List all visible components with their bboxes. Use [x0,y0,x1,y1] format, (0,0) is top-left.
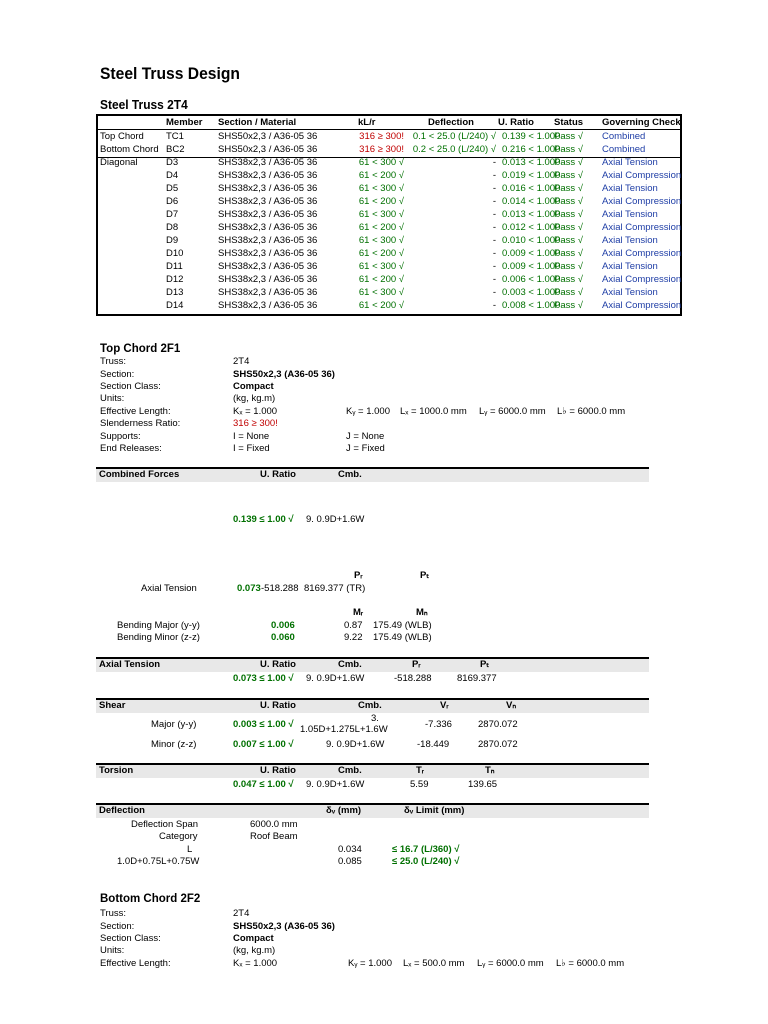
summary-header [98,116,680,130]
cell-section: SHS38x2,3 / A36-05 36 [218,248,318,259]
tc-section-value: SHS50x2,3 (A36-05 36) [233,369,335,380]
col-check: Governing Check [602,117,681,128]
cell-klr: 61 < 300 √ [358,157,404,168]
deflection-combo-dv: 0.085 [338,856,362,867]
deflection-combo-label: 1.0D+0.75L+0.75W [117,856,200,867]
cell-check: Axial Compression [602,300,682,311]
cell-klr: 61 < 300 √ [358,235,404,246]
bending-major-ur: 0.006 [271,620,295,631]
cell-group: Top Chord [100,131,144,142]
cell-member: D13 [166,287,184,298]
cell-check: Axial Compression [602,248,682,259]
tc-units-value: (kg, kg.m) [233,393,276,404]
tc-lx: Lₓ = 1000.0 mm [400,406,467,417]
combined-pt-header: Pₜ [420,570,430,581]
col-status: Status [554,117,584,128]
cell-defl: - [492,287,496,298]
cell-member: TC1 [166,131,184,142]
axial-pt: 8169.377 [457,673,497,684]
cell-status: Pass √ [554,170,583,181]
shear-major-cmb: 1.05D+1.275L+1.6W [300,724,388,735]
cell-check: Axial Tension [602,235,658,246]
tc-kx: Kₓ = 1.000 [233,406,278,417]
combined-mr-header: Mᵣ [353,607,364,618]
tc-slender-label: Slenderness Ratio: [100,418,181,429]
cell-section: SHS38x2,3 / A36-05 36 [218,157,318,168]
cell-check: Axial Tension [602,209,658,220]
shear-vn-header: Vₙ [506,700,517,711]
cell-klr: 61 < 200 √ [358,170,404,181]
bc-section-value: SHS50x2,3 (A36-05 36) [233,921,335,932]
cell-status: Pass √ [554,248,583,259]
cell-section: SHS38x2,3 / A36-05 36 [218,300,318,311]
deflection-title: Deflection [99,805,145,816]
cell-check: Axial Compression [602,222,682,233]
cell-section: SHS38x2,3 / A36-05 36 [218,196,318,207]
axial-section-title: Axial Tension [99,659,161,670]
col-deflection: Deflection [428,117,474,128]
tc-sup-j: J = None [346,431,385,442]
cell-uratio: 0.009 < 1.000 [502,248,561,259]
cell-section: SHS50x2,3 / A36-05 36 [218,131,318,142]
bc-lx: Lₓ = 500.0 mm [403,958,465,969]
tc-supports-label: Supports: [100,431,141,442]
cell-uratio: 0.216 < 1.000 [502,144,561,155]
cell-defl: 0.1 < 25.0 (L/240) √ [412,131,496,142]
torsion-cmb-header: Cmb. [338,765,362,776]
combined-cmb: 9. 0.9D+1.6W [306,514,365,525]
axial-cmb-header: Cmb. [338,659,362,670]
cell-member: D7 [166,209,179,220]
torsion-ur-header: U. Ratio [260,765,296,776]
combined-ur-header: U. Ratio [260,469,296,480]
cell-status: Pass √ [554,131,583,142]
axial-tension-pt: 8169.377 (TR) [304,583,366,594]
cell-check: Axial Tension [602,157,658,168]
cell-check: Axial Compression [602,170,682,181]
bc-units-value: (kg, kg.m) [233,945,276,956]
cell-defl: - [492,261,496,272]
axial-ur-header: U. Ratio [260,659,296,670]
cell-member: D14 [166,300,184,311]
cell-status: Pass √ [554,287,583,298]
cell-defl: - [492,170,496,181]
cell-status: Pass √ [554,300,583,311]
tc-lb: L♭ = 6000.0 mm [557,406,626,417]
tc-rel-j: J = Fixed [346,443,385,454]
deflection-combo-limit: ≤ 25.0 (L/240) √ [392,856,460,867]
bc-class-value: Compact [233,933,274,944]
shear-minor-vr: -18.449 [417,739,450,750]
deflection-span-label: Deflection Span [131,819,199,830]
cell-status: Pass √ [554,144,583,155]
cell-klr: 61 < 200 √ [358,300,404,311]
tc-class-label: Section Class: [100,381,161,392]
bc-ky: Kᵧ = 1.000 [348,958,392,969]
cell-status: Pass √ [554,157,583,168]
cell-uratio: 0.009 < 1.000 [502,261,561,272]
cell-uratio: 0.006 < 1.000 [502,274,561,285]
table-row [98,286,680,299]
cell-section: SHS38x2,3 / A36-05 36 [218,261,318,272]
cell-defl: - [492,183,496,194]
cell-uratio: 0.016 < 1.000 [502,183,561,194]
cell-uratio: 0.014 < 1.000 [502,196,561,207]
col-section: Section / Material [218,117,297,128]
axial-tension-label: Axial Tension [141,583,197,594]
cell-section: SHS50x2,3 / A36-05 36 [218,144,318,155]
cell-check: Combined [602,131,646,142]
cell-uratio: 0.003 < 1.000 [502,287,561,298]
bc-class-label: Section Class: [100,933,161,944]
shear-ur-header: U. Ratio [260,700,296,711]
bc-units-label: Units: [100,945,125,956]
combined-forces-title: Combined Forces [99,469,180,480]
bending-major-label: Bending Major (y-y) [117,620,200,631]
table-row [98,169,680,182]
tc-class-value: Compact [233,381,274,392]
cell-klr: 61 < 300 √ [358,261,404,272]
shear-major-vn: 2870.072 [478,719,518,730]
combined-ur: 0.139 ≤ 1.00 √ [233,514,294,525]
col-uratio: U. Ratio [498,117,534,128]
combined-pr-header: Pᵣ [354,570,363,581]
cell-uratio: 0.008 < 1.000 [502,300,561,311]
cell-status: Pass √ [554,274,583,285]
table-row [98,156,680,169]
cell-status: Pass √ [554,196,583,207]
torsion-ur: 0.047 ≤ 1.00 √ [233,779,294,790]
deflection-l-dv: 0.034 [338,844,362,855]
cell-group: Diagonal [100,157,138,168]
deflection-l-limit: ≤ 16.7 (L/360) √ [392,844,460,855]
cell-defl: - [492,157,496,168]
deflection-dv-header: δᵥ (mm) [326,805,362,816]
torsion-bar [96,763,649,778]
summary-table [96,114,682,316]
combined-mn-header: Mₙ [416,607,428,618]
axial-cmb: 9. 0.9D+1.6W [306,673,365,684]
tc-truss-value: 2T4 [233,356,250,367]
shear-minor-label: Minor (z-z) [151,739,197,750]
cell-member: D3 [166,157,179,168]
cell-klr: 316 ≥ 300! [359,131,404,142]
col-klr: kL/r [358,117,376,128]
bc-ly: Lᵧ = 6000.0 mm [477,958,544,969]
deflection-category-value: Roof Beam [250,831,298,842]
deflection-limit-header: δᵥ Limit (mm) [404,805,465,816]
truss-subtitle: Steel Truss 2T4 [100,97,188,112]
bc-truss-value: 2T4 [233,908,250,919]
cell-status: Pass √ [554,235,583,246]
cell-uratio: 0.012 < 1.000 [502,222,561,233]
bending-minor-mn: 175.49 (WLB) [373,632,432,643]
cell-section: SHS38x2,3 / A36-05 36 [218,209,318,220]
torsion-tn: 139.65 [468,779,498,790]
tc-units-label: Units: [100,393,125,404]
torsion-tr-header: Tᵣ [416,765,425,776]
bc-section-label: Section: [100,921,135,932]
shear-major-vr: -7.336 [425,719,452,730]
cell-klr: 61 < 300 √ [358,183,404,194]
deflection-category-label: Category [159,831,198,842]
top-chord-title: Top Chord 2F1 [100,343,181,355]
bottom-chord-title: Bottom Chord 2F2 [100,893,201,905]
tc-ky: Kᵧ = 1.000 [346,406,390,417]
tc-rel-i: I = Fixed [233,443,270,454]
table-row [98,208,680,221]
table-row [98,182,680,195]
cell-klr: 61 < 200 √ [358,274,404,285]
table-row [98,247,680,260]
shear-major-label: Major (y-y) [151,719,197,730]
table-row [98,143,680,156]
bc-truss-label: Truss: [100,908,127,919]
table-row [98,130,680,143]
axial-tension-bar [96,657,649,672]
deflection-span-value: 6000.0 mm [250,819,298,830]
tc-ly: Lᵧ = 6000.0 mm [479,406,546,417]
bending-major-mr: 0.87 [344,620,363,631]
axial-ur: 0.073 ≤ 1.00 √ [233,673,294,684]
cell-defl: - [492,248,496,259]
cell-check: Combined [602,144,646,155]
table-row [98,195,680,208]
cell-klr: 316 ≥ 300! [359,144,404,155]
cell-member: D10 [166,248,184,259]
tc-truss-label: Truss: [100,356,127,367]
shear-bar [96,698,649,713]
tc-section-label: Section: [100,369,135,380]
shear-cmb-header: Cmb. [358,700,382,711]
cell-member: D11 [166,261,183,272]
torsion-tr: 5.59 [410,779,429,790]
cell-uratio: 0.139 < 1.000 [502,131,561,142]
shear-minor-vn: 2870.072 [478,739,518,750]
combined-cmb-header: Cmb. [338,469,362,480]
axial-pr: -518.288 [394,673,432,684]
bending-major-mn: 175.49 (WLB) [373,620,432,631]
cell-check: Axial Tension [602,261,658,272]
cell-klr: 61 < 200 √ [358,222,404,233]
bc-kx: Kₓ = 1.000 [233,958,278,969]
cell-defl: - [492,222,496,233]
cell-defl: 0.2 < 25.0 (L/240) √ [412,144,496,155]
cell-member: BC2 [166,144,185,155]
shear-minor-ur: 0.007 ≤ 1.00 √ [233,739,294,750]
cell-group: Bottom Chord [100,144,159,155]
cell-check: Axial Tension [602,287,658,298]
cell-check: Axial Compression [602,196,682,207]
cell-status: Pass √ [554,209,583,220]
cell-section: SHS38x2,3 / A36-05 36 [218,287,318,298]
cell-uratio: 0.019 < 1.000 [502,170,561,181]
table-row [98,234,680,247]
table-row [98,299,680,312]
cell-section: SHS38x2,3 / A36-05 36 [218,170,318,181]
shear-major-cmb-num: 3. [371,713,379,724]
cell-status: Pass √ [554,261,583,272]
cell-section: SHS38x2,3 / A36-05 36 [218,274,318,285]
cell-uratio: 0.013 < 1.000 [502,157,561,168]
axial-tension-ur: 0.073 [237,583,261,594]
shear-title: Shear [99,700,126,711]
axial-tension-pr: -518.288 [261,583,299,594]
cell-klr: 61 < 200 √ [358,196,404,207]
tc-sup-i: I = None [233,431,270,442]
shear-major-ur: 0.003 ≤ 1.00 √ [233,719,294,730]
cell-defl: - [492,209,496,220]
cell-member: D4 [166,170,179,181]
cell-member: D12 [166,274,184,285]
shear-vr-header: Vᵣ [440,700,449,711]
cell-check: Axial Compression [602,274,682,285]
cell-defl: - [492,196,496,207]
deflection-bar [96,803,649,818]
cell-member: D6 [166,196,179,207]
tc-efflen-label: Effective Length: [100,406,171,417]
torsion-tn-header: Tₙ [485,765,495,776]
cell-defl: - [492,274,496,285]
axial-pr-header: Pᵣ [412,659,421,670]
cell-section: SHS38x2,3 / A36-05 36 [218,183,318,194]
cell-member: D5 [166,183,179,194]
deflection-l-label: L [187,844,193,855]
cell-klr: 61 < 300 √ [358,287,404,298]
axial-pt-header: Pₜ [480,659,490,670]
bending-minor-label: Bending Minor (z-z) [117,632,200,643]
cell-status: Pass √ [554,183,583,194]
table-row [98,221,680,234]
col-member: Member [166,117,203,128]
tc-slender-value: 316 ≥ 300! [233,418,278,429]
cell-defl: - [492,235,496,246]
cell-member: D8 [166,222,179,233]
cell-klr: 61 < 200 √ [358,248,404,259]
cell-check: Axial Tension [602,183,658,194]
bending-minor-mr: 9.22 [344,632,363,643]
table-row [98,260,680,273]
bc-lb: L♭ = 6000.0 mm [556,958,625,969]
cell-status: Pass √ [554,222,583,233]
shear-minor-cmb: 9. 0.9D+1.6W [326,739,385,750]
bending-minor-ur: 0.060 [271,632,295,643]
combined-forces-bar [96,467,649,482]
cell-uratio: 0.013 < 1.000 [502,209,561,220]
table-row [98,273,680,286]
cell-klr: 61 < 300 √ [358,209,404,220]
tc-releases-label: End Releases: [100,443,162,454]
cell-section: SHS38x2,3 / A36-05 36 [218,235,318,246]
torsion-cmb: 9. 0.9D+1.6W [306,779,365,790]
torsion-title: Torsion [99,765,134,776]
cell-member: D9 [166,235,179,246]
cell-defl: - [492,300,496,311]
cell-uratio: 0.010 < 1.000 [502,235,561,246]
document-title: Steel Truss Design [100,64,240,83]
cell-section: SHS38x2,3 / A36-05 36 [218,222,318,233]
bc-efflen-label: Effective Length: [100,958,171,969]
